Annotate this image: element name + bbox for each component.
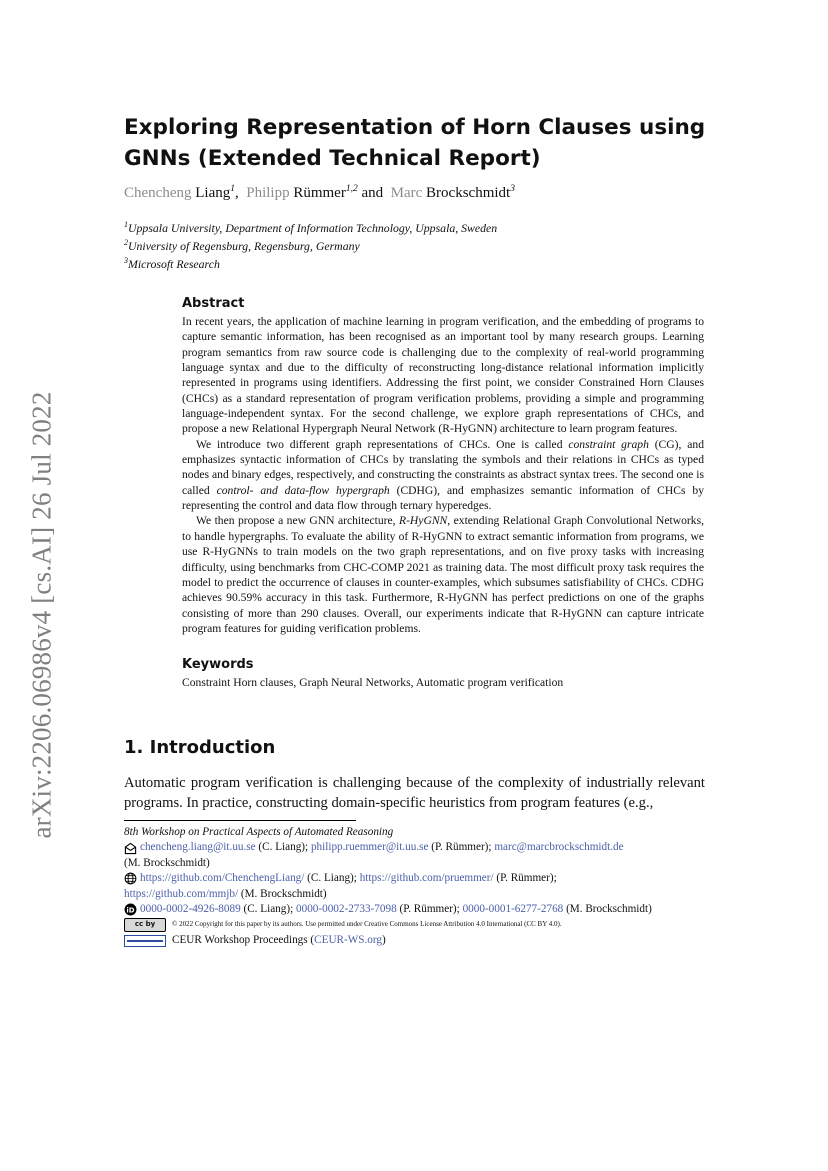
author-attribution: (C. Liang); (255, 841, 311, 854)
author-given-name: Philipp (246, 185, 290, 201)
affiliation-text: University of Regensburg, Regensburg, Germany (128, 238, 360, 253)
author-affiliation-mark: 1,2 (345, 184, 358, 194)
author-family-name: Rümmer (293, 185, 346, 201)
author-attribution: (P. Rümmer); (396, 903, 463, 916)
affiliation-text: Microsoft Research (128, 256, 220, 271)
email-link[interactable]: chencheng.liang@it.uu.se (140, 841, 256, 854)
abstract-body (182, 314, 704, 636)
arxiv-identifier-text: arXiv:2206.06986v4 [cs.AI] 26 Jul 2022 (26, 391, 57, 839)
author-attribution: (C. Liang); (304, 872, 360, 885)
affiliation (124, 238, 360, 254)
website-link[interactable]: https://github.com/pruemmer/ (359, 872, 494, 885)
author-given-name: Chencheng (124, 185, 192, 201)
author-family-name: Liang (195, 185, 231, 201)
abstract-paragraph: In recent years, the application of machine learning in program verification, and the embedding of programs to capture semantic information, has been recognised as an important tool by many research groups. Learning program semantics from raw source code is challenging due to the complexity of real-world programming language syntax and due to the difficulty of reconstructing long-distance relational information implicitly represented in programs using identifiers. Addressing the first point, we consider Constrained Horn Clauses (CHCs) as a standard representation of program verification problems, providing a simple and programming language-independent syntax. For the second challenge, we explore graph representations of CHCs, and propose a new Relational Hypergraph Neural Network (R-HyGNN) architecture to learn program features. (182, 315, 704, 436)
author-attribution: (C. Liang); (240, 903, 296, 916)
footnote-rule (124, 820, 356, 821)
author-attribution: (M. Brockschmidt) (124, 856, 210, 869)
orcid-icon (124, 903, 137, 916)
keywords-text: Constraint Horn clauses, Graph Neural Networks, Automatic program verification (182, 676, 564, 689)
envelope-icon (124, 842, 137, 855)
proceedings-text: ) (382, 933, 386, 946)
text-run: We then propose a new GNN architecture, (196, 514, 399, 528)
affiliation-mark: 1 (124, 220, 128, 229)
affiliation-mark: 2 (124, 238, 128, 247)
affiliation-text: Uppsala University, Department of Information Technology, Uppsala, Sweden (128, 220, 498, 235)
author-separator: , (234, 185, 247, 201)
ceur-link[interactable]: CEUR-WS.org (314, 933, 383, 946)
email-link[interactable]: philipp.ruemmer@it.uu.se (310, 841, 429, 854)
website-link[interactable]: https://github.com/mmjb/ (124, 887, 239, 900)
text-run: , extending Relational Graph Convolutional Networks, to handle hypergraphs. To evaluate the ability of R-HyGNN to extract semantic information from programs, we use R-HyGNNs to train models on the two graph representations, and on five proxy tasks with increasing difficulty, using benchmarks from CHC-COMP 2021 as training data. The most difficult proxy task requires the model to predict the occurrence of clauses in counter-examples, which subsumes satisfiability of CHCs. CDHG achieves 90.59% accuracy in this task. Furthermore, R-HyGNN has perfect predictions on one of the graphs consisting of more than 290 clauses. Overall, our experiments indicate that R-HyGNN can capture intricate program features for guiding verification problems. (182, 514, 704, 635)
author-affiliation-mark: 1 (230, 184, 235, 194)
emphasis-term: constraint graph (568, 437, 649, 451)
section-heading: 1. Introduction (124, 737, 276, 758)
text-run: We introduce two different graph representations of CHCs. One is called (196, 437, 569, 451)
author-list (124, 184, 515, 202)
abstract-heading: Abstract (182, 296, 245, 311)
author-family-name: Brockschmidt (426, 185, 511, 201)
ceur-logo-icon (124, 935, 166, 947)
affiliation (124, 256, 220, 272)
cc-license-icon: cc by (124, 918, 166, 932)
affiliation (124, 220, 497, 236)
footnotes (124, 825, 714, 948)
workshop-venue: 8th Workshop on Practical Aspects of Automated Reasoning (124, 826, 394, 838)
arxiv-identifier-stamp (16, 380, 68, 850)
author-attribution: (M. Brockschmidt) (238, 887, 327, 900)
proceedings-text: CEUR Workshop Proceedings ( (172, 933, 315, 946)
affiliation-mark: 3 (124, 256, 128, 265)
author-attribution: (P. Rümmer); (428, 841, 495, 854)
emphasis-term: R-HyGNN (398, 514, 448, 528)
author-attribution: (M. Brockschmidt) (563, 903, 652, 916)
paper-title: Exploring Representation of Horn Clauses using GNNs (Extended Technical Report) (124, 115, 706, 171)
author-separator: and (357, 185, 391, 201)
orcid-link[interactable]: 0000-0001-6277-2768 (462, 903, 564, 916)
email-link[interactable]: marc@marcbrockschmidt.de (494, 841, 624, 854)
license-text: © 2022 Copyright for this paper by its authors. Use permitted under Creative Commons License Attribution 4.0 International (CC BY 4.0). (172, 920, 562, 929)
emphasis-term: control- and data-flow hypergraph (216, 483, 390, 497)
website-link[interactable]: https://github.com/ChenchengLiang/ (140, 872, 305, 885)
keywords-heading: Keywords (182, 657, 254, 672)
orcid-link[interactable]: 0000-0002-4926-8089 (140, 903, 241, 916)
author-attribution: (P. Rümmer); (493, 872, 557, 885)
author-given-name: Marc (390, 185, 423, 201)
author-affiliation-mark: 3 (510, 184, 515, 194)
svg-text:iD: iD (126, 906, 135, 915)
introduction-paragraph: Automatic program verification is challenging because of the complexity of industrially relevant programs. In practice, constructing domain-specific heuristics from program features (e.g., (124, 775, 705, 811)
text-run: (CG), and emphasizes syntactic information of CHCs by translating the symbols and their relations in CHCs as typed nodes and binary edges, respectively, and constructing the constraints as abstract syntax trees. The second one is called (182, 437, 704, 497)
globe-icon (124, 872, 137, 885)
abstract-paragraph (182, 437, 704, 514)
abstract-paragraph (182, 513, 704, 636)
orcid-link[interactable]: 0000-0002-2733-7098 (296, 903, 397, 916)
text-run: (CDHG), and emphasizes semantic information of CHCs by representing the control and data flow through ternary hyperedges. (182, 483, 705, 513)
